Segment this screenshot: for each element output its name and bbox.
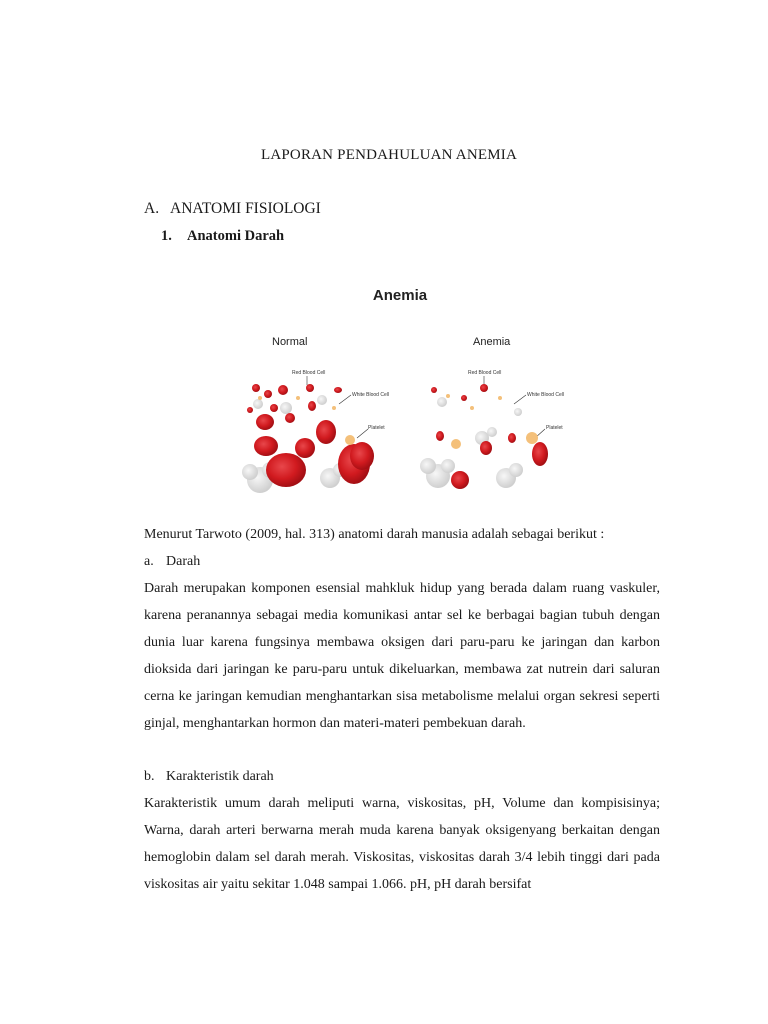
platelet-label-anemia: Platelet xyxy=(546,425,563,431)
paragraph-darah: Darah merupakan komponen esensial mahkluk hidup yang berada dalam ruang vaskuler, karena peranannya sebagai media komunikasi antar sel ke berbagai bagian tubuh dengan dunia luar karena fungsinya membawa oksigen dari paru-paru ke jaringan dan karbon dioksida dari jaringan ke paru-paru untuk dikeluarkan, membawa zat nutrein dari saluran cerna ke jaringan kemudian menghantarkan sisa metabolisme melalui organ sekresi seperti ginjal, menghantarkan hormon dan materi-materi pembekuan darah. xyxy=(144,581,660,731)
section-heading-a xyxy=(144,200,321,218)
anemia-illustration xyxy=(230,280,570,505)
paragraph-karakteristik: Karakteristik umum darah meliputi warna, viskositas, pH, Volume dan kompisisinya; Warna, darah arteri berwarna merah muda karena banyak oksigenyang berkaitan dengan hemoglobin dalam sel darah merah. Viskositas, viskositas darah 3/4 lebih tinggi dari pada viskositas air yaitu sekitar 1.048 sampai 1.066. pH, pH darah bersifat xyxy=(144,796,660,892)
subheading-b xyxy=(144,763,274,790)
blood-cells-drawing xyxy=(230,368,570,498)
rbc-label-anemia: Red Blood Cell xyxy=(468,370,502,376)
rbc-label-normal: Red Blood Cell xyxy=(292,370,326,376)
subsection-label: Anatomi Darah xyxy=(187,228,285,244)
document-title: LAPORAN PENDAHULUAN ANEMIA xyxy=(260,147,518,163)
anemia-panel-cells xyxy=(420,370,564,489)
subheading-label: Karakteristik darah xyxy=(166,769,274,784)
platelet-label-normal: Platelet xyxy=(368,425,385,431)
section-label: ANATOMI FISIOLOGI xyxy=(170,200,321,217)
subheading-number: a. xyxy=(144,554,154,569)
wbc-label-normal: White Blood Cell xyxy=(352,392,389,398)
subheading-label: Darah xyxy=(166,554,201,569)
subsection-heading-1 xyxy=(161,228,284,245)
intro-paragraph: Menurut Tarwoto (2009, hal. 313) anatomi darah manusia adalah sebagai berikut : xyxy=(144,527,605,542)
figure-title: Anemia xyxy=(372,287,428,304)
subheading-a xyxy=(144,548,200,575)
section-number: A. xyxy=(144,200,160,217)
normal-panel-cells xyxy=(242,370,389,493)
wbc-label-anemia: White Blood Cell xyxy=(527,392,564,398)
figure-label-anemia: Anemia xyxy=(473,336,511,348)
figure-label-normal: Normal xyxy=(272,336,308,348)
subheading-number: b. xyxy=(144,769,155,784)
subsection-number: 1. xyxy=(161,228,172,244)
